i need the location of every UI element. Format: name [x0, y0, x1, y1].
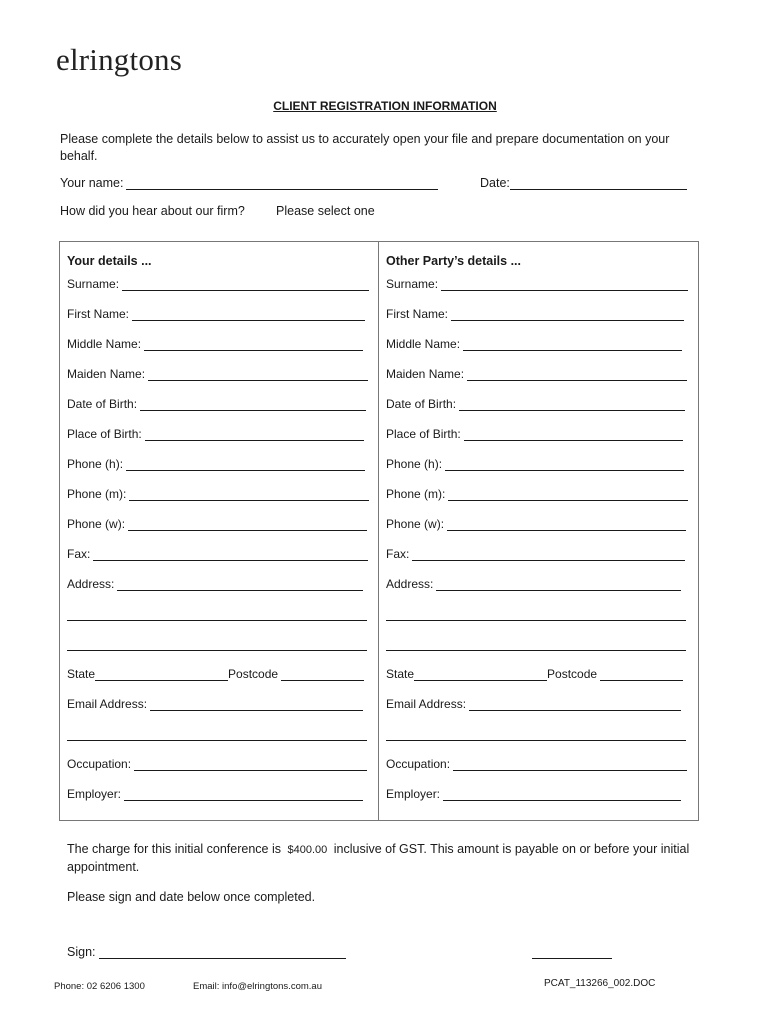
field-input[interactable] — [132, 309, 365, 321]
field-label: Date of Birth: — [386, 397, 457, 411]
your-dob-field[interactable] — [67, 397, 366, 411]
your-email-line-2[interactable] — [67, 740, 367, 741]
column-divider — [378, 241, 379, 821]
charge-text — [67, 841, 697, 876]
field-input[interactable] — [124, 789, 363, 801]
hear-about-select[interactable]: Please select one — [276, 204, 375, 218]
your-first-name-field[interactable] — [67, 307, 365, 321]
field-input[interactable] — [129, 489, 369, 501]
field-label: Maiden Name: — [67, 367, 146, 381]
field-label: Date of Birth: — [67, 397, 138, 411]
your-phone-w-field[interactable] — [67, 517, 367, 531]
charge-amount: $400.00 — [287, 844, 328, 856]
field-label: Phone (h): — [386, 457, 443, 471]
field-label: Fax: — [67, 547, 91, 561]
field-label: Phone (w): — [67, 517, 126, 531]
your-pob-field[interactable] — [67, 427, 364, 441]
field-label: Place of Birth: — [67, 427, 142, 441]
field-input[interactable] — [126, 459, 365, 471]
charge-text-after: inclusive of GST. This amount is payable on or before your initial appointment. — [67, 842, 690, 874]
field-input[interactable] — [441, 279, 688, 291]
field-input[interactable] — [451, 309, 684, 321]
field-label: Phone (h): — [67, 457, 124, 471]
your-middle-name-field[interactable] — [67, 337, 363, 351]
field-label: Phone (m): — [67, 487, 127, 501]
field-label: First Name: — [386, 307, 449, 321]
sign-field[interactable] — [67, 945, 346, 959]
field-label: Place of Birth: — [386, 427, 461, 441]
field-input[interactable] — [117, 579, 363, 591]
your-state-postcode-field[interactable] — [67, 667, 364, 681]
field-input[interactable] — [144, 339, 363, 351]
field-input[interactable] — [443, 789, 681, 801]
other-maiden-name-field[interactable] — [386, 367, 687, 381]
your-address-line-3[interactable] — [67, 650, 367, 651]
field-input[interactable] — [448, 489, 688, 501]
footer-phone: Phone: 02 6206 1300 — [54, 981, 145, 992]
field-input[interactable] — [412, 549, 685, 561]
your-surname-field[interactable] — [67, 277, 369, 291]
other-phone-h-field[interactable] — [386, 457, 684, 471]
footer-doc-id: PCAT_113266_002.DOC — [544, 978, 656, 989]
other-address-line-2[interactable] — [386, 620, 686, 621]
other-email-line-2[interactable] — [386, 740, 686, 741]
field-label: Surname: — [67, 277, 120, 291]
field-label: Employer: — [386, 787, 441, 801]
state-label: State — [386, 667, 415, 681]
other-employer-field[interactable] — [386, 787, 681, 801]
postcode-input[interactable] — [281, 669, 364, 681]
other-address-field[interactable] — [386, 577, 681, 591]
postcode-label: Postcode — [547, 667, 598, 681]
other-pob-field[interactable] — [386, 427, 683, 441]
intro-text: Please complete the details below to assist us to accurately open your file and prepare documentation on your behalf. — [60, 132, 670, 163]
field-input[interactable] — [469, 699, 681, 711]
field-input[interactable] — [122, 279, 369, 291]
postcode-input[interactable] — [600, 669, 683, 681]
sign-label: Sign: — [67, 945, 96, 959]
sign-prompt: Please sign and date below once completed. — [67, 890, 316, 904]
field-label: First Name: — [67, 307, 130, 321]
field-label: Fax: — [386, 547, 410, 561]
field-label: Surname: — [386, 277, 439, 291]
postcode-label: Postcode — [228, 667, 279, 681]
field-input[interactable] — [145, 429, 364, 441]
page-title: CLIENT REGISTRATION INFORMATION — [273, 99, 497, 113]
field-input[interactable] — [150, 699, 363, 711]
other-details-heading: Other Party’s details ... — [386, 254, 522, 268]
other-address-line-3[interactable] — [386, 650, 686, 651]
other-email-field[interactable] — [386, 697, 681, 711]
your-name-input[interactable] — [126, 177, 438, 190]
field-label: Address: — [67, 577, 115, 591]
date-label: Date: — [480, 176, 510, 190]
field-input[interactable] — [467, 369, 687, 381]
details-table — [59, 241, 699, 821]
field-input[interactable] — [447, 519, 686, 531]
other-first-name-field[interactable] — [386, 307, 684, 321]
other-occupation-field[interactable] — [386, 757, 687, 771]
footer-email[interactable]: Email: info@elringtons.com.au — [193, 981, 322, 992]
your-name-label: Your name: — [60, 176, 124, 190]
field-input[interactable] — [134, 759, 367, 771]
field-label: Employer: — [67, 787, 122, 801]
field-label: Middle Name: — [67, 337, 142, 351]
state-input[interactable] — [95, 669, 228, 681]
field-input[interactable] — [464, 429, 683, 441]
field-input[interactable] — [148, 369, 368, 381]
field-label: Phone (w): — [386, 517, 445, 531]
your-maiden-name-field[interactable] — [67, 367, 368, 381]
hear-about-row — [60, 204, 245, 218]
your-phone-m-field[interactable] — [67, 487, 369, 501]
company-logo: elringtons — [56, 42, 182, 77]
other-fax-field[interactable] — [386, 547, 685, 561]
field-input[interactable] — [453, 759, 687, 771]
field-label: Phone (m): — [386, 487, 446, 501]
charge-text-before: The charge for this initial conference is — [67, 842, 281, 856]
other-surname-field[interactable] — [386, 277, 688, 291]
your-employer-field[interactable] — [67, 787, 363, 801]
your-address-line-2[interactable] — [67, 620, 367, 621]
other-middle-name-field[interactable] — [386, 337, 682, 351]
field-label: Address: — [386, 577, 434, 591]
your-address-field[interactable] — [67, 577, 363, 591]
field-input[interactable] — [445, 459, 684, 471]
field-input[interactable] — [140, 399, 366, 411]
your-occupation-field[interactable] — [67, 757, 367, 771]
field-input[interactable] — [128, 519, 367, 531]
your-phone-h-field[interactable] — [67, 457, 365, 471]
date-field[interactable] — [480, 176, 687, 190]
field-label: Maiden Name: — [386, 367, 465, 381]
state-input[interactable] — [414, 669, 547, 681]
sign-input[interactable] — [99, 946, 347, 959]
other-phone-m-field[interactable] — [386, 487, 688, 501]
field-input[interactable] — [459, 399, 685, 411]
field-input[interactable] — [436, 579, 681, 591]
hear-about-label: How did you hear about our firm? — [60, 204, 245, 218]
field-label: Email Address: — [386, 697, 467, 711]
field-label: Middle Name: — [386, 337, 461, 351]
field-input[interactable] — [93, 549, 368, 561]
other-phone-w-field[interactable] — [386, 517, 686, 531]
your-name-field[interactable] — [60, 176, 438, 190]
your-fax-field[interactable] — [67, 547, 368, 561]
state-label: State — [67, 667, 96, 681]
field-label: Occupation: — [67, 757, 132, 771]
date-input[interactable] — [510, 177, 687, 190]
your-details-heading: Your details ... — [67, 254, 152, 268]
field-input[interactable] — [463, 339, 682, 351]
field-label: Occupation: — [386, 757, 451, 771]
sign-date-line[interactable] — [532, 958, 612, 959]
other-dob-field[interactable] — [386, 397, 685, 411]
field-label: Email Address: — [67, 697, 148, 711]
other-state-postcode-field[interactable] — [386, 667, 683, 681]
your-email-field[interactable] — [67, 697, 363, 711]
